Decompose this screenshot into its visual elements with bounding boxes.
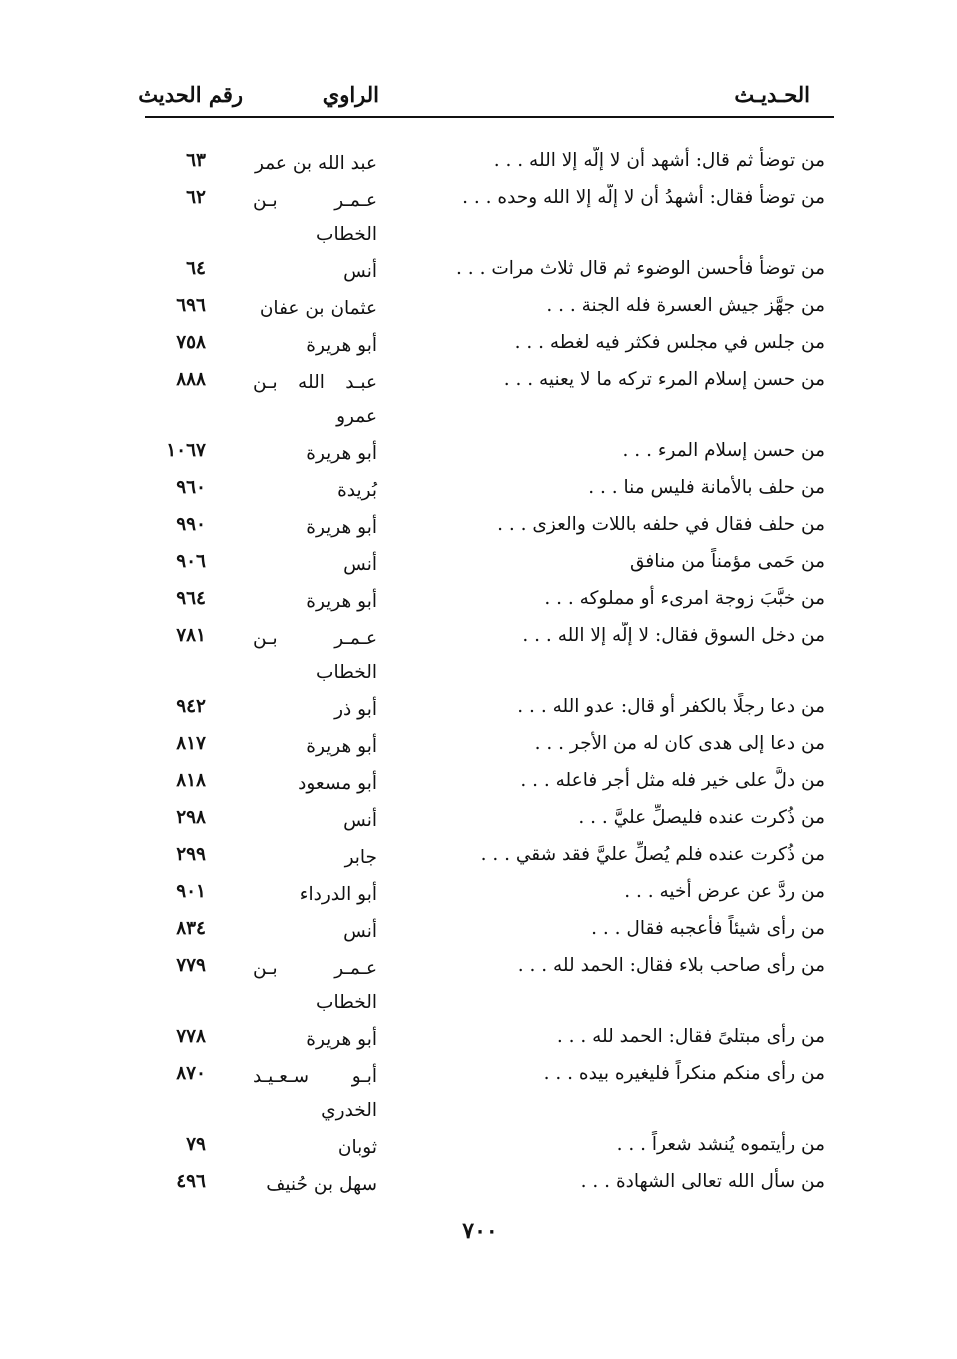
hadith-text: من ردَّ عن عرض أخيه . . .	[624, 881, 825, 902]
column-header-narrator: الراوي	[322, 82, 379, 107]
narrator: أبـو سـعـيـد الخدري	[253, 1066, 377, 1121]
hadith-text: من دخل السوق فقال: لا إلّه إلا الله . . .	[522, 625, 825, 646]
hadith-text: من رأى صاحب بلاء فقال: الحمد لله . . .	[517, 955, 825, 976]
hadith-number: ٧٩	[186, 1134, 206, 1155]
table-row	[0, 839, 957, 876]
table-row	[0, 691, 957, 728]
hadith-number: ٩٦٠	[176, 477, 206, 498]
table-row	[0, 728, 957, 765]
hadith-number: ٩٩٠	[176, 514, 206, 535]
table-row	[0, 145, 957, 182]
hadith-text: من ذُكرت عنده فليصلِّ عليَّ . . .	[578, 807, 825, 828]
table-row	[0, 1166, 957, 1203]
table-row	[0, 182, 957, 253]
hadith-number: ٢٩٩	[176, 844, 206, 865]
table-row	[0, 327, 957, 364]
narrator: أبو هريرة	[306, 591, 377, 612]
hadith-number: ٢٩٨	[176, 807, 206, 828]
hadith-text: من رأيتموه يُنشد شعراً . . .	[616, 1134, 825, 1155]
narrator: سهل بن حُنيف	[266, 1174, 377, 1195]
hadith-number: ١٠٦٧	[166, 440, 206, 461]
narrator: عبـد الله بـن عمرو	[253, 372, 377, 427]
hadith-number: ٧٨١	[176, 625, 206, 646]
hadith-number: ٨٨٨	[176, 369, 206, 390]
table-row	[0, 253, 957, 290]
narrator: أبو الدرداء	[299, 884, 377, 905]
hadith-number: ٦٩٦	[176, 295, 206, 316]
hadith-text: من خبَّبَ زوجة امرىء أو مملوكه . . .	[544, 588, 825, 609]
table-row	[0, 290, 957, 327]
hadith-number: ٩٠١	[176, 881, 206, 902]
hadith-text: من رأى منكم منكراً فليغيره بيده . . .	[543, 1063, 825, 1084]
narrator: عبد الله بن عمر	[255, 153, 377, 174]
table-row	[0, 913, 957, 950]
narrator: أنس	[343, 921, 377, 942]
page-number: ٧٠٠	[462, 1218, 498, 1244]
hadith-number: ٧٧٨	[176, 1026, 206, 1047]
table-row	[0, 876, 957, 913]
column-header-hadith: الحـديـث	[734, 82, 810, 107]
narrator: أبو هريرة	[306, 1029, 377, 1050]
table-row	[0, 1058, 957, 1129]
hadith-text: من توضأ فقال: أشهدُ أن لا إلّه إلا الله وحده . . .	[462, 187, 825, 208]
narrator: أبو هريرة	[306, 443, 377, 464]
hadith-text: من حَمى مؤمناً من منافق	[629, 551, 825, 572]
hadith-number: ٨١٧	[176, 733, 206, 754]
narrator: أبو هريرة	[306, 335, 377, 356]
table-row	[0, 802, 957, 839]
narrator: عـمـر بـن الخطاب	[253, 190, 377, 245]
hadith-number: ٦٢	[186, 187, 206, 208]
hadith-text: من جلس في مجلس فكثر فيه لغطه . . .	[514, 332, 825, 353]
table-row	[0, 950, 957, 1021]
hadith-number: ٩٤٢	[176, 696, 206, 717]
hadith-text: من رأى مبتلىً فقال: الحمد لله . . .	[556, 1026, 825, 1047]
narrator: ثوبان	[337, 1137, 377, 1158]
hadith-number: ٦٤	[186, 258, 206, 279]
narrator: بُريدة	[337, 480, 377, 501]
hadith-text: من حسن إسلام المرء تركه ما لا يعنيه . . .	[503, 369, 825, 390]
narrator: عـمـر بـن الخطاب	[253, 628, 377, 683]
table-row	[0, 1021, 957, 1058]
hadith-number: ٧٧٩	[176, 955, 206, 976]
hadith-text: من رأى شيئاً فأعجبه فقال . . .	[591, 918, 825, 939]
hadith-number: ٦٣	[186, 150, 206, 171]
hadith-text: من توضأ فأحسن الوضوء ثم قال ثلاث مرات . . .	[456, 258, 825, 279]
narrator: أبو هريرة	[306, 517, 377, 538]
hadith-number: ٧٥٨	[176, 332, 206, 353]
hadith-number: ٤٩٦	[176, 1171, 206, 1192]
table-row	[0, 472, 957, 509]
narrator: أبو هريرة	[306, 736, 377, 757]
narrator: جابر	[344, 847, 377, 868]
hadith-text: من جهَّز جيش العسرة فله الجنة . . .	[546, 295, 825, 316]
hadith-text: من حسن إسلام المرء . . .	[622, 440, 825, 461]
hadith-text: من سأل الله تعالى الشهادة . . .	[580, 1171, 825, 1192]
hadith-number: ٩٠٦	[176, 551, 206, 572]
hadith-text: من حلف فقال في حلفه باللات والعزى . . .	[497, 514, 825, 535]
hadith-number: ٨١٨	[176, 770, 206, 791]
table-row	[0, 509, 957, 546]
table-row	[0, 1129, 957, 1166]
hadith-text: من توضأ ثم قال: أشهد أن لا إلّه إلا الله . . .	[493, 150, 825, 171]
hadith-text: من دعا رجلًا بالكفر أو قال: عدو الله . . .	[517, 696, 825, 717]
table-row	[0, 765, 957, 802]
hadith-index-table	[0, 145, 957, 1203]
hadith-number: ٨٣٤	[176, 918, 206, 939]
hadith-number: ٨٧٠	[176, 1063, 206, 1084]
narrator: عثمان بن عفان	[259, 298, 377, 319]
narrator: أنس	[343, 261, 377, 282]
hadith-text: من حلف بالأمانة فليس منا . . .	[588, 477, 825, 498]
table-row	[0, 546, 957, 583]
table-row	[0, 583, 957, 620]
table-row	[0, 435, 957, 472]
narrator: عـمـر بـن الخطاب	[253, 958, 377, 1013]
hadith-text: من دعا إلى هدى كان له من الأجر . . .	[534, 733, 825, 754]
table-row	[0, 620, 957, 691]
header-rule	[145, 116, 834, 118]
hadith-number: ٩٦٤	[176, 588, 206, 609]
narrator: أنس	[343, 810, 377, 831]
table-row	[0, 364, 957, 435]
narrator: أنس	[343, 554, 377, 575]
hadith-text: من دلَّ على خير فله مثل أجر فاعله . . .	[520, 770, 825, 791]
narrator: أبو ذر	[334, 699, 377, 720]
hadith-text: من ذُكرت عنده فلم يُصلِّ عليَّ فقد شقي . . .	[480, 844, 825, 865]
narrator: أبو مسعود	[298, 773, 377, 794]
column-header-hadith-number: رقم الحديث	[138, 82, 243, 107]
